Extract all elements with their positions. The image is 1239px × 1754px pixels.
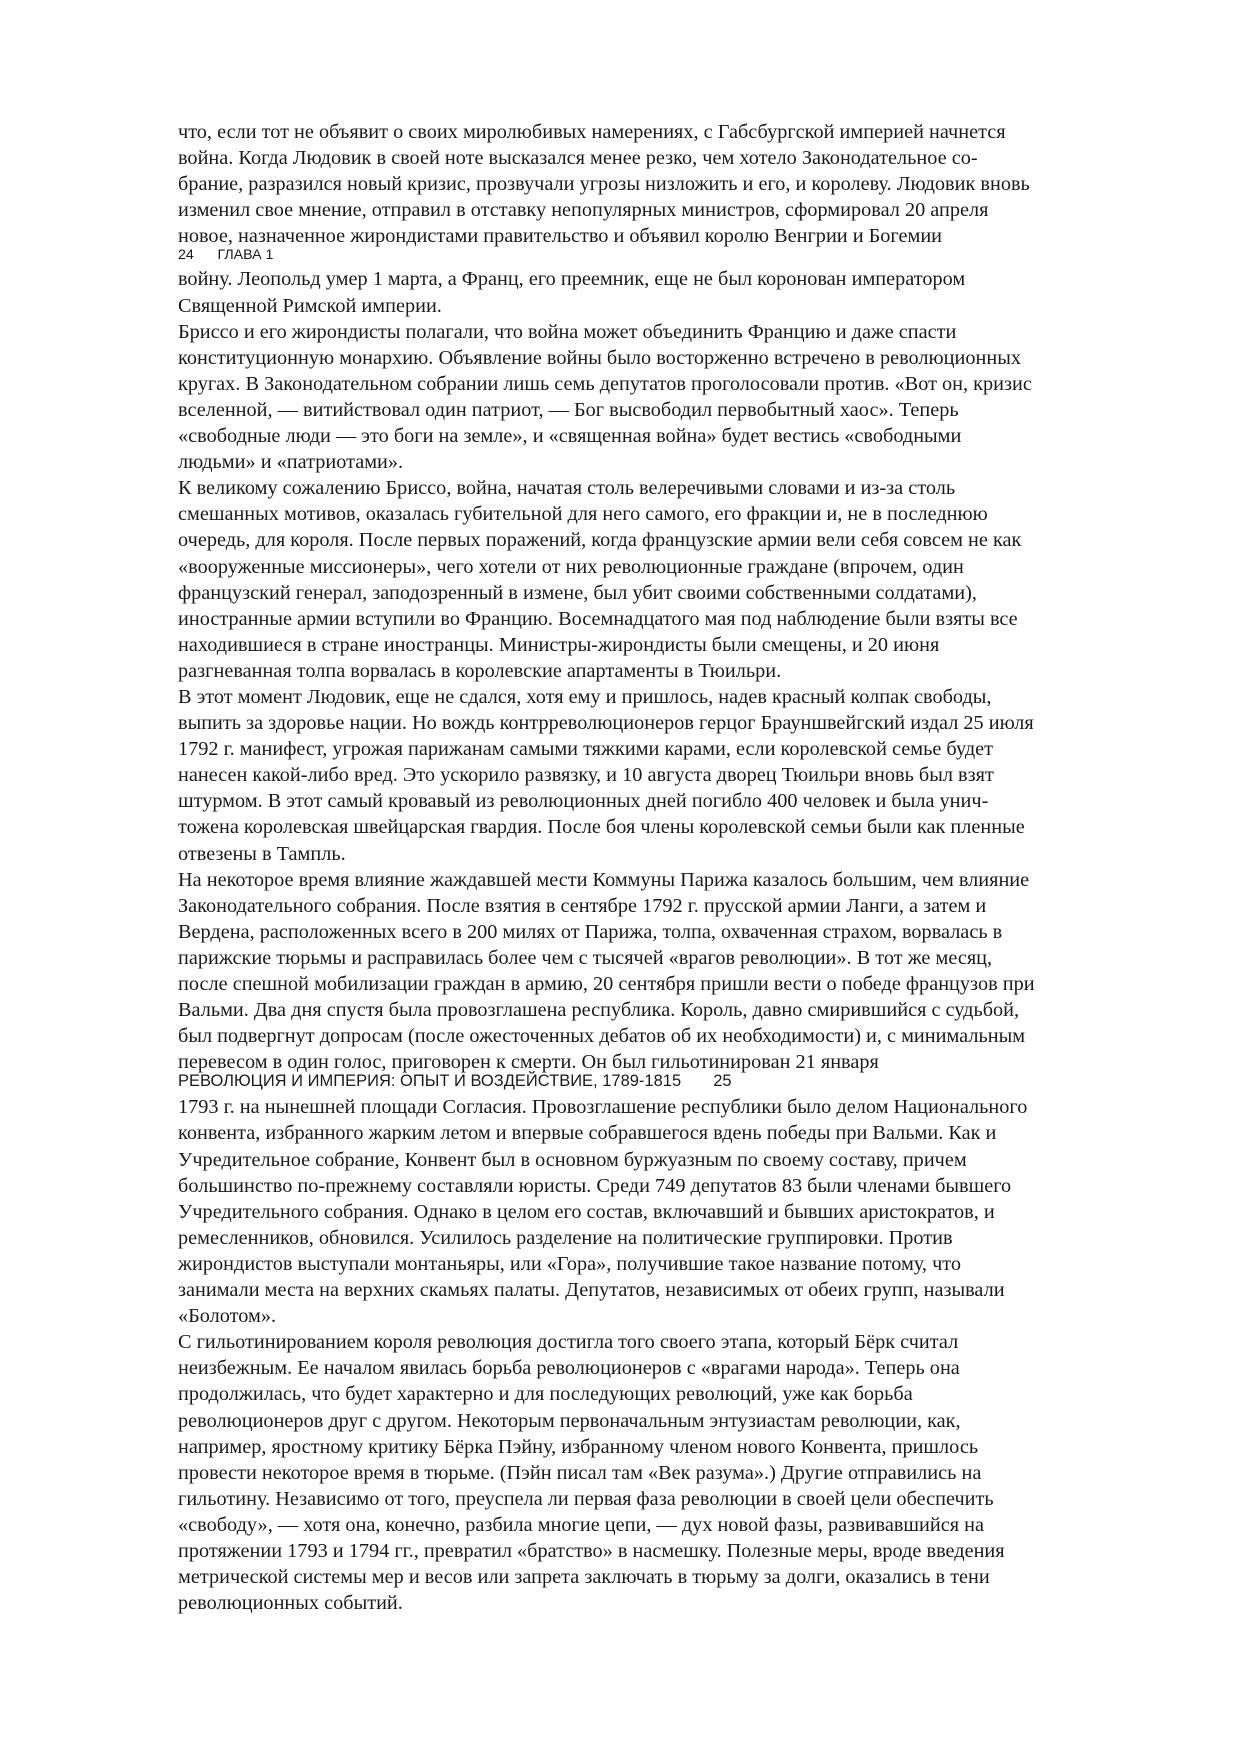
text-line: Учредительного собрания. Однако в целом его состав, включавший и бывших аристократов, и xyxy=(178,1200,995,1223)
text-line: Учредительное собрание, Конвент был в основном буржуазным по своему составу, причем xyxy=(178,1148,967,1171)
page-body xyxy=(178,119,1168,1616)
text-line: кругах. В Законодательном собрании лишь семь депутатов проголосовали против. «Вот он, кризис xyxy=(178,372,1032,395)
text-line: Вальми. Два дня спустя была провозглашена республика. Король, давно смирившийся с судьбой, xyxy=(178,999,1020,1022)
text-line: С гильотинированием короля революция достигла того своего этапа, который Бёрк считал xyxy=(178,1331,959,1354)
chapter-label: ГЛАВА 1 xyxy=(217,247,274,264)
text-line: 1793 г. на нынешней площади Согласия. Провозглашение республики было делом Национального xyxy=(178,1096,1028,1119)
text-line: ремесленников, обновился. Усилилось разделение на политические группировки. Против xyxy=(178,1226,953,1249)
text-line: метрической системы мер и весов или запрета заключать в тюрьму за долги, оказались в тени xyxy=(178,1566,990,1589)
text-line: иностранные армии вступили во Францию. Восемнадцатого мая под наблюдение были взяты все xyxy=(178,607,1018,630)
running-header-left xyxy=(178,247,1168,264)
text-line: нанесен какой-либо вред. Это ускорило развязку, и 10 августа дворец Тюильри вновь был взят xyxy=(178,764,994,787)
text-line: после спешной мобилизации граждан в армию, 20 сентября пришли вести о победе французов при xyxy=(178,973,1035,995)
text-line: вселенной, — витийствовал один патриот, — Бог высвободил первобытный хаос». Теперь xyxy=(178,398,959,421)
text-line: На некоторое время влияние жаждавшей мести Коммуны Парижа казалось большим, чем влияние xyxy=(178,868,1030,891)
text-block-1 xyxy=(178,119,1168,249)
page-number-left: 24 xyxy=(178,247,194,264)
text-line: конституционную монархию. Объявление войны было восторженно встречено в революционных xyxy=(178,346,1021,369)
text-line: В этот момент Людовик, еще не сдался, хотя ему и пришлось, надев красный колпак свободы, xyxy=(178,685,992,708)
text-line: войну. Леопольд умер 1 марта, а Франц, его преемник, еще не был коронован императором xyxy=(178,268,966,291)
running-header-right xyxy=(178,1073,1168,1090)
text-line: смешанных мотивов, оказалась губительной для него самого, его фракции и, не в последнюю xyxy=(178,503,988,526)
text-line: тожена королевская швейцарская гвардия. После боя члены королевской семьи были как пленные xyxy=(178,816,1025,839)
text-line: парижские тюрьмы и расправилась более чем с тысячей «врагов революции». В тот же месяц, xyxy=(178,946,993,969)
text-line: конвента, избранного жарким летом и впервые собравшегося вдень победы при Вальми. Как и xyxy=(178,1122,997,1145)
text-line: людьми» и «патриотами». xyxy=(178,451,404,474)
text-line: революционных событий. xyxy=(178,1592,403,1615)
page-number-right: 25 xyxy=(713,1072,732,1091)
text-line: выпить за здоровье нации. Но вождь контрреволюционеров герцог Брауншвейгский издал 25 июля xyxy=(178,712,1034,735)
text-line: К великому сожалению Бриссо, война, начатая столь велеречивыми словами и из-за столь xyxy=(178,477,956,500)
text-line: например, яростному критику Бёрка Пэйну, избранному членом нового Конвента, пришлось xyxy=(178,1435,979,1458)
text-line: Священной Римской империи. xyxy=(178,294,442,317)
text-line: штурмом. В этот самый кровавый из революционных дней погибло 400 человек и была унич- xyxy=(178,790,989,813)
text-line: неизбежным. Ее началом явилась борьба революционеров с «врагами народа». Теперь она xyxy=(178,1357,960,1380)
text-line: революционеров друг с другом. Некоторым первоначальным энтузиастам революции, как, xyxy=(178,1409,961,1432)
text-line: что, если тот не объявит о своих миролюбивых намерениях, с Габсбургской империей начнется xyxy=(178,121,1006,143)
book-title-header: РЕВОЛЮЦИЯ И ИМПЕРИЯ: ОПЫТ И ВОЗДЕЙСТВИЕ, 1789-1815 xyxy=(178,1072,682,1091)
text-line: французский генерал, заподозренный в измене, был убит своими собственными солдатами), xyxy=(178,581,977,604)
text-line: война. Когда Людовик в своей ноте высказался менее резко, чем хотело Законодательное со- xyxy=(178,147,978,170)
text-line: был подвергнут допросам (после ожесточенных дебатов об их необходимости) и, с минимальным xyxy=(178,1025,1026,1048)
text-line: «Болотом». xyxy=(178,1305,277,1328)
text-line: «вооруженные миссионеры», чего хотели от них революционные граждане (впрочем, один xyxy=(178,555,964,578)
text-line: гильотину. Независимо от того, преуспела ли первая фаза революции в своей цели обеспечить xyxy=(178,1487,994,1510)
text-line: занимали места на верхних скамьях палаты. Депутатов, независимых от обеих групп, называли xyxy=(178,1279,1005,1302)
text-line: «свободу», — хотя она, конечно, разбила многие цепи, — дух новой фазы, развивавшийся на xyxy=(178,1513,984,1536)
text-line: находившиеся в стране иностранцы. Министры-жирондисты были смещены, и 20 июня xyxy=(178,633,940,656)
text-line: перевесом в один голос, приговорен к смерти. Он был гильотинирован 21 января xyxy=(178,1051,879,1074)
text-line: 1792 г. манифест, угрожая парижанам самыми тяжкими карами, если королевской семье будет xyxy=(178,738,993,761)
text-block-2 xyxy=(178,266,1168,1075)
text-line: Бриссо и его жирондисты полагали, что война может объединить Францию и даже спасти xyxy=(178,320,957,343)
text-line: новое, назначенное жирондистами правительство и объявил королю Венгрии и Богемии xyxy=(178,225,943,248)
text-line: провести некоторое время в тюрьме. (Пэйн писал там «Век разума».) Другие отправились на xyxy=(178,1461,982,1484)
text-block-3 xyxy=(178,1094,1168,1616)
text-line: изменил свое мнение, отправил в отставку непопулярных министров, сформировал 20 апреля xyxy=(178,199,989,222)
text-line: Вердена, расположенных всего в 200 милях от Парижа, толпа, охваченная страхом, ворвалась в xyxy=(178,920,1003,943)
text-line: брание, разразился новый кризис, прозвучали угрозы низложить и его, и королеву. Людовик вновь xyxy=(178,173,1030,196)
text-line: продолжилась, что будет характерно и для последующих революций, уже как борьба xyxy=(178,1383,913,1406)
text-line: отвезены в Тампль. xyxy=(178,842,346,865)
text-line: разгневанная толпа ворвалась в королевские апартаменты в Тюильри. xyxy=(178,659,782,682)
text-line: очередь, для короля. После первых поражений, когда французские армии вели себя совсем не как xyxy=(178,529,1022,552)
text-line: Законодательного собрания. После взятия в сентябре 1792 г. прусской армии Ланги, а затем и xyxy=(178,894,987,917)
text-line: «свободные люди — это боги на земле», и «священная война» будет вестись «свободными xyxy=(178,425,962,448)
text-line: протяжении 1793 и 1794 гг., превратил «братство» в насмешку. Полезные меры, вроде введения xyxy=(178,1539,1005,1562)
text-line: большинство по-прежнему составляли юристы. Среди 749 депутатов 83 были членами бывшего xyxy=(178,1174,1012,1197)
text-line: жирондистов выступали монтаньяры, или «Гора», получившие такое название потому, что xyxy=(178,1252,962,1275)
